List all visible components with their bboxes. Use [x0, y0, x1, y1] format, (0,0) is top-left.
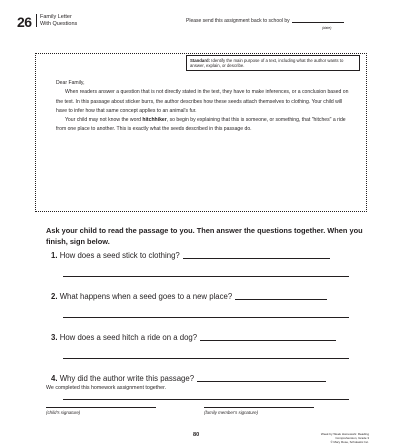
standard-label: Standard: [190, 57, 211, 63]
answer-1-inline[interactable] [183, 258, 330, 259]
credit-line-2: © Mary Rose, Scholastic Inc. [330, 440, 369, 444]
question-4 [51, 374, 326, 384]
worksheet-title [36, 14, 77, 27]
family-signature-label: (family member's signature) [204, 410, 259, 415]
para2-end: , so begin by explaining that this is someone, or something, that "hitches" a ride from one place to another. This is exactly what the seeds described in this passage do. [56, 117, 346, 133]
family-signature-line[interactable] [204, 407, 314, 408]
question-4-text: Why did the author write this passage? [59, 374, 195, 383]
question-4-number: 4. [51, 374, 58, 383]
send-back-text: Please send this assignment back to school by [186, 18, 290, 24]
answer-2-inline[interactable] [235, 299, 327, 300]
child-signature-line[interactable] [46, 407, 156, 408]
page-number: 26 [17, 14, 32, 30]
answer-1-line[interactable] [63, 276, 349, 277]
title-line-2: With Questions [40, 20, 78, 27]
credit-line-1: Week by Week Homework: Reading Comprehension, Grade 3 [320, 432, 369, 440]
question-1-text: How does a seed stick to clothing? [59, 251, 180, 260]
answer-4-inline[interactable] [197, 381, 326, 382]
vocab-word: hitchhiker [142, 117, 167, 124]
question-1 [51, 251, 330, 261]
question-3-number: 3. [51, 333, 58, 342]
send-back-line [186, 18, 344, 24]
question-2-text: What happens when a seed goes to a new place? [59, 292, 233, 301]
completion-statement: We completed this homework assignment together. [46, 385, 167, 391]
date-label: (date) [322, 26, 332, 30]
para2-start: Your child may not know the word [65, 117, 143, 124]
answer-4-line[interactable] [63, 399, 349, 400]
question-2 [51, 292, 327, 302]
question-2-number: 2. [51, 292, 58, 301]
footer-page-number: 80 [193, 432, 200, 438]
instructions: Ask your child to read the passage to you. Then answer the questions together. When you finish, sign below. [46, 226, 363, 246]
title-line-1: Family Letter [40, 14, 72, 20]
answer-3-line[interactable] [63, 358, 349, 359]
question-3 [51, 333, 336, 343]
question-1-number: 1. [51, 251, 58, 260]
letter-salutation: Dear Family, [56, 80, 85, 86]
date-blank[interactable] [292, 22, 344, 23]
answer-3-inline[interactable] [200, 340, 336, 341]
letter-paragraph-2 [56, 116, 354, 135]
letter-paragraph-1: When readers answer a question that is not directly stated in the text, they have to make inferences, or a conclusion based on the text. In this passage about sticker burrs, the author describes how these seeds attach themselves to clothing. Your child will have to infer how that same concept applies to an animal's fur. [56, 89, 349, 114]
standard-box [186, 55, 360, 71]
question-3-text: How does a seed hitch a ride on a dog? [59, 333, 198, 342]
footer-credit [299, 432, 369, 444]
family-letter [56, 79, 354, 135]
standard-text: Identify the main purpose of a text, including what the author wants to answer, explain, or describe. [190, 57, 344, 68]
answer-2-line[interactable] [63, 317, 349, 318]
child-signature-label: (child's signature) [46, 410, 81, 415]
